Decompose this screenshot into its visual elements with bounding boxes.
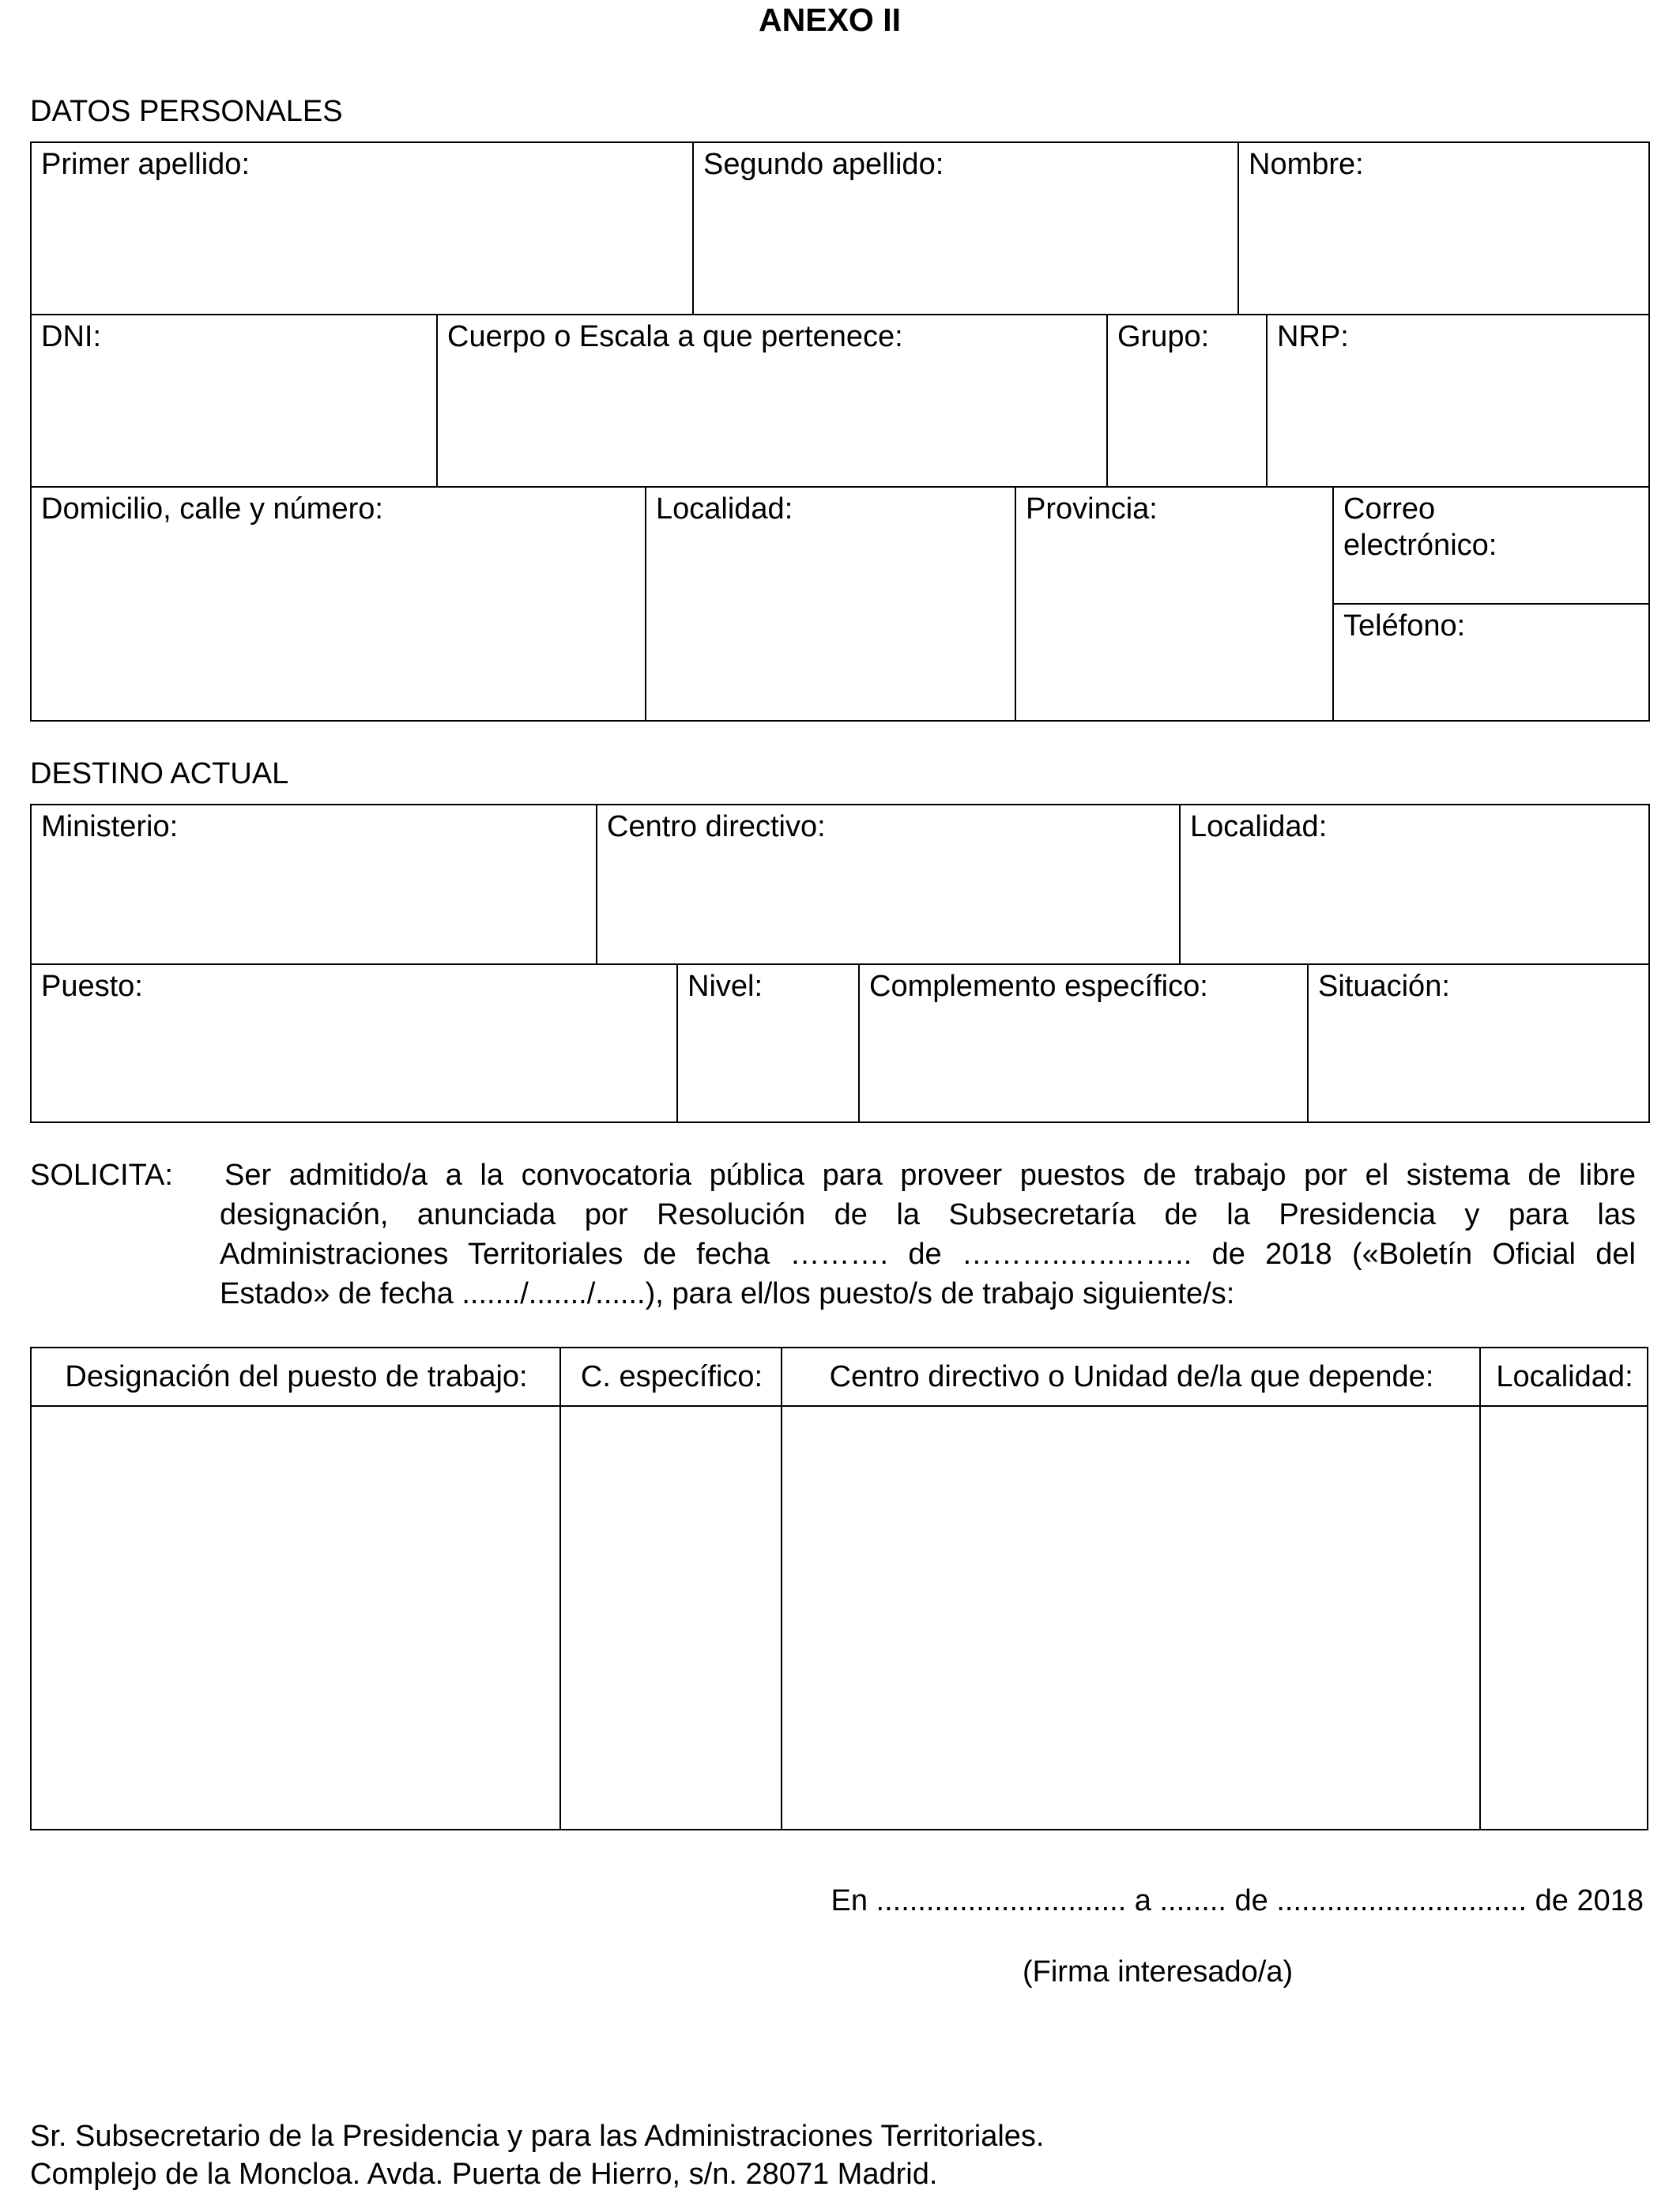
- field-grupo[interactable]: [1108, 315, 1268, 488]
- field-complemento-especifico[interactable]: [860, 965, 1309, 1122]
- page-title: ANEXO II: [759, 2, 901, 38]
- label-ministerio: Ministerio:: [41, 810, 179, 843]
- field-primer-apellido[interactable]: [32, 143, 694, 315]
- header-c-especifico: C. específico:: [580, 1360, 763, 1393]
- field-domicilio[interactable]: [32, 488, 646, 720]
- field-correo-electronico[interactable]: [1334, 488, 1648, 605]
- label-grupo: Grupo:: [1117, 320, 1210, 353]
- puestos-table: [30, 1347, 1648, 1830]
- field-ministerio[interactable]: [32, 805, 597, 965]
- column-c-especifico[interactable]: [561, 1348, 782, 1829]
- label-provincia: Provincia:: [1026, 492, 1158, 526]
- column-designacion[interactable]: [32, 1348, 561, 1829]
- label-correo-line2: electrónico:: [1343, 529, 1497, 562]
- solicita-label: SOLICITA:: [30, 1159, 173, 1192]
- label-nrp: NRP:: [1277, 320, 1349, 353]
- section-heading-destino-actual: DESTINO ACTUAL: [30, 757, 289, 790]
- field-cuerpo-escala[interactable]: [438, 315, 1108, 488]
- field-nivel[interactable]: [678, 965, 860, 1122]
- label-domicilio: Domicilio, calle y número:: [41, 492, 383, 526]
- field-segundo-apellido[interactable]: [694, 143, 1239, 315]
- header-designacion: Designación del puesto de trabajo:: [65, 1360, 528, 1393]
- place-date-line[interactable]: En .............................. a ........ de .............................. de 2018: [831, 1884, 1644, 1917]
- solicita-line-4: Estado» de fecha ......./......./......), para el/los puesto/s de trabajo siguiente/s:: [220, 1277, 1235, 1310]
- field-localidad-destino[interactable]: [1181, 805, 1648, 965]
- label-nombre: Nombre:: [1249, 148, 1364, 181]
- label-puesto: Puesto:: [41, 970, 143, 1003]
- header-localidad: Localidad:: [1496, 1360, 1633, 1393]
- footer-address: Complejo de la Moncloa. Avda. Puerta de Hierro, s/n. 28071 Madrid.: [30, 2158, 938, 2191]
- section-heading-datos-personales: DATOS PERSONALES: [30, 95, 343, 128]
- field-dni[interactable]: [32, 315, 438, 488]
- label-cuerpo-escala: Cuerpo o Escala a que pertenece:: [447, 320, 903, 353]
- field-puesto[interactable]: [32, 965, 678, 1122]
- label-complemento-especifico: Complemento específico:: [869, 970, 1208, 1003]
- label-nivel: Nivel:: [687, 970, 763, 1003]
- label-localidad-destino: Localidad:: [1190, 810, 1328, 843]
- field-localidad-personal[interactable]: [646, 488, 1016, 720]
- label-dni: DNI:: [41, 320, 101, 353]
- footer-addressee: Sr. Subsecretario de la Presidencia y para las Administraciones Territoriales.: [30, 2120, 1045, 2153]
- field-telefono[interactable]: [1334, 605, 1648, 720]
- column-centro-directivo-unidad[interactable]: [782, 1348, 1481, 1829]
- label-localidad-personal: Localidad:: [656, 492, 793, 526]
- field-provincia[interactable]: [1016, 488, 1334, 720]
- label-situacion: Situación:: [1318, 970, 1450, 1003]
- signature-label: (Firma interesado/a): [1023, 1955, 1294, 1989]
- header-centro-directivo-unidad: Centro directivo o Unidad de/la que depende:: [829, 1360, 1434, 1393]
- solicita-text: [220, 1155, 1636, 1314]
- datos-personales-table: [30, 141, 1650, 722]
- label-telefono: Teléfono:: [1343, 609, 1466, 643]
- field-situacion[interactable]: [1309, 965, 1648, 1122]
- field-nrp[interactable]: [1268, 315, 1648, 488]
- label-correo-line1: Correo: [1343, 492, 1436, 526]
- label-primer-apellido: Primer apellido:: [41, 148, 250, 181]
- field-nombre[interactable]: [1239, 143, 1648, 315]
- field-centro-directivo[interactable]: [597, 805, 1181, 965]
- solicita-line-3: Administraciones Territoriales de fecha ………. de ………..…..…….. de 2018 («Boletín Oficial del: [220, 1238, 1636, 1271]
- solicita-line-1: Ser admitido/a a la convocatoria pública para proveer puestos de trabajo por el sistema de libre: [224, 1159, 1636, 1192]
- label-centro-directivo: Centro directivo:: [607, 810, 826, 843]
- label-segundo-apellido: Segundo apellido:: [703, 148, 944, 181]
- table-header-divider: [32, 1405, 1647, 1407]
- destino-actual-table: [30, 804, 1650, 1123]
- solicita-line-2: designación, anunciada por Resolución de la Subsecretaría de la Presidencia y para las: [220, 1198, 1636, 1231]
